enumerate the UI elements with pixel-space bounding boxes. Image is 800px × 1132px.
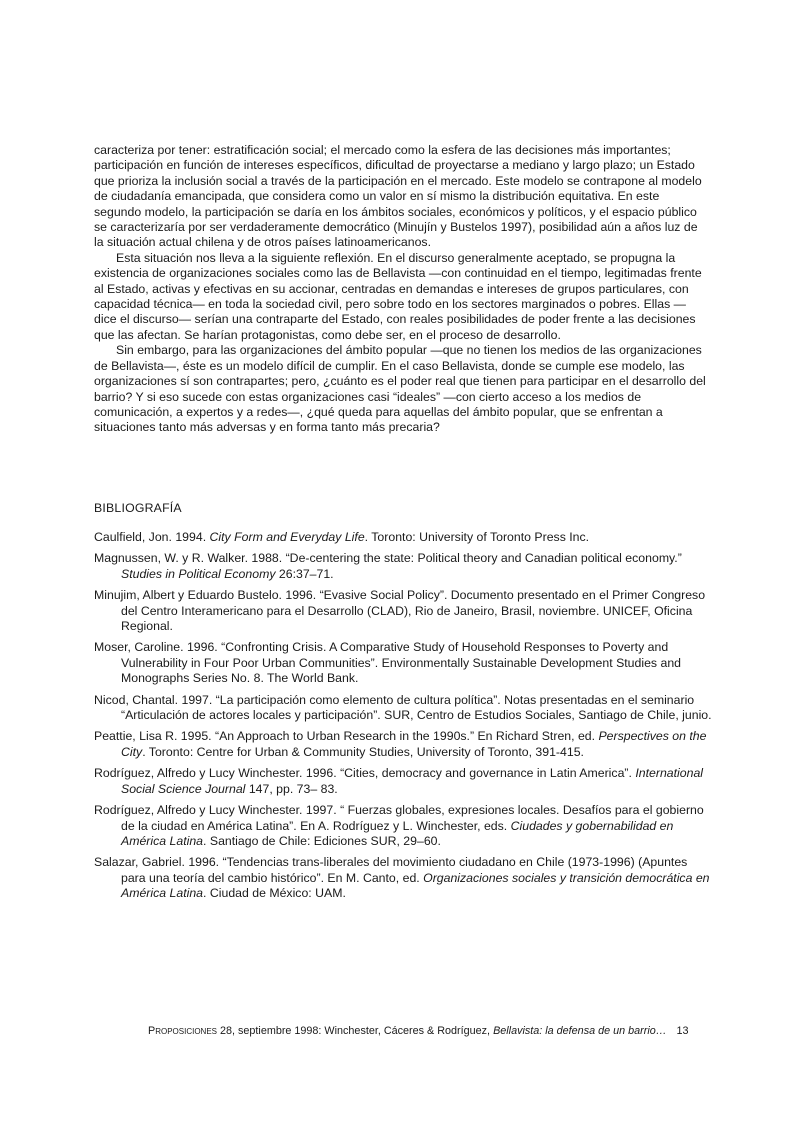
bib-entry: Nicod, Chantal. 1997. “La participación como elemento de cultura política”. Notas presentadas en el seminario “Articulación de actores locales y participación”. SUR, Centro de Estudios Sociales, Santiago de Chile, junio. xyxy=(94,692,712,723)
bib-entry: Salazar, Gabriel. 1996. “Tendencias trans-liberales del movimiento ciudadano en Chile (1973-1996) (Apuntes para una teoría del cambio histórico”. En M. Canto, ed. Organizaciones sociales y transición democrática en América Latina. Ciudad de México: UAM. xyxy=(94,855,710,901)
page-footer xyxy=(148,1025,689,1037)
paragraph-2: Esta situación nos lleva a la siguiente reflexión. En el discurso generalmente aceptado, se propugna la existencia de organizaciones sociales como las de Bellavista —con continuidad en el tiempo, legitimadas frente al Estado, activas y efectivas en su accionar, centradas en demandas e intereses de grupos particulares, con capacidad técnica— en toda la sociedad civil, pero sobre todo en los sectores marginados o pobres. Ellas —dice el discurso— serían una contraparte del Estado, con reales posibilidades de poder frente a las decisiones que las afectan. Se harían protagonistas, como debe ser, en el proceso de desarrollo. xyxy=(94,250,702,342)
body-text xyxy=(94,143,708,436)
bib-entry: Magnussen, W. y R. Walker. 1988. “De-centering the state: Political theory and Canadian political economy.” Studies in Political Economy 26:37–71. xyxy=(94,551,682,581)
paragraph-3: Sin embargo, para las organizaciones del ámbito popular —que no tienen los medios de las organizaciones de Bellavista—, éste es un modelo difícil de cumplir. En el caso Bellavista, donde se cumple ese modelo, las organizaciones sí son contrapartes; pero, ¿cuánto es el poder real que tienen para participar en el desarrollo del barrio? Y si eso sucede con estas organizaciones casi “ideales” —con cierto acceso a los medios de comunicación, a expertos y a redes—, ¿qué queda para aquellas del ámbito popular, que se enfrentan a situaciones tanto más adversas y en forma tanto más precaria? xyxy=(94,343,706,435)
bib-entry: Caulfield, Jon. 1994. City Form and Everyday Life. Toronto: University of Toronto Press Inc. xyxy=(94,530,590,544)
bib-entry: Minujim, Albert y Eduardo Bustelo. 1996. “Evasive Social Policy”. Documento presentado en el Primer Congreso del Centro Interamericano para el Desarrollo (CLAD), Rio de Janeiro, Brasil, noviembre. UNICEF, Oficina Regional. xyxy=(94,588,706,634)
footer-citation: 28, septiembre 1998: Winchester, Cáceres & Rodríguez, xyxy=(217,1025,494,1037)
bib-entry: Rodríguez, Alfredo y Lucy Winchester. 1996. “Cities, democracy and governance in Latin America”. International Social Science Journal 147, pp. 73– 83. xyxy=(94,766,704,796)
journal-name: Proposiciones xyxy=(148,1025,217,1037)
bib-entry: Rodríguez, Alfredo y Lucy Winchester. 1997. “ Fuerzas globales, expresiones locales. Desafíos para el gobierno de la ciudad en América Latina”. En A. Rodríguez y L. Winchester, eds. Ciudades y gobernabilidad en América Latina. Santiago de Chile: Ediciones SUR, 29–60. xyxy=(94,803,704,848)
page-number: 13 xyxy=(676,1025,689,1037)
paragraph-1: caracteriza por tener: estratificación social; el mercado como la esfera de las decisiones más importantes; participación en función de intereses específicos, dificultad de proyectarse a mediano y largo plazo; un Estado que prioriza la inclusión social a través de la participación en el mercado. Este modelo se contrapone al modelo de ciudadanía emancipada, que considera como un valor en sí mismo la distribución equitativa. En este segundo modelo, la participación se daría en los ámbitos sociales, económicos y políticos, y el espacio público se caracterizaría por ser verdaderamente democrático (Minujín y Bustelos 1997), posibilidad aún a años luz de la situación actual chilena y de otros países latinoamericanos. xyxy=(94,143,702,250)
bibliography-heading: BIBLIOGRAFÍA xyxy=(94,501,182,515)
bib-entry: Moser, Caroline. 1996. “Confronting Crisis. A Comparative Study of Household Responses to Poverty and Vulnerability in Four Poor Urban Communities”. Environmentally Sustainable Development Studies and Monographs Series No. 8. The World Bank. xyxy=(94,640,682,686)
bib-entry: Peattie, Lisa R. 1995. “An Approach to Urban Research in the 1990s.” En Richard Stren, ed. Perspectives on the City. Toronto: Centre for Urban & Community Studies, University of Toronto, 391-415. xyxy=(94,729,707,759)
bibliography-list xyxy=(94,530,714,908)
footer-article-title: Bellavista: la defensa de un barrio… xyxy=(493,1025,667,1037)
